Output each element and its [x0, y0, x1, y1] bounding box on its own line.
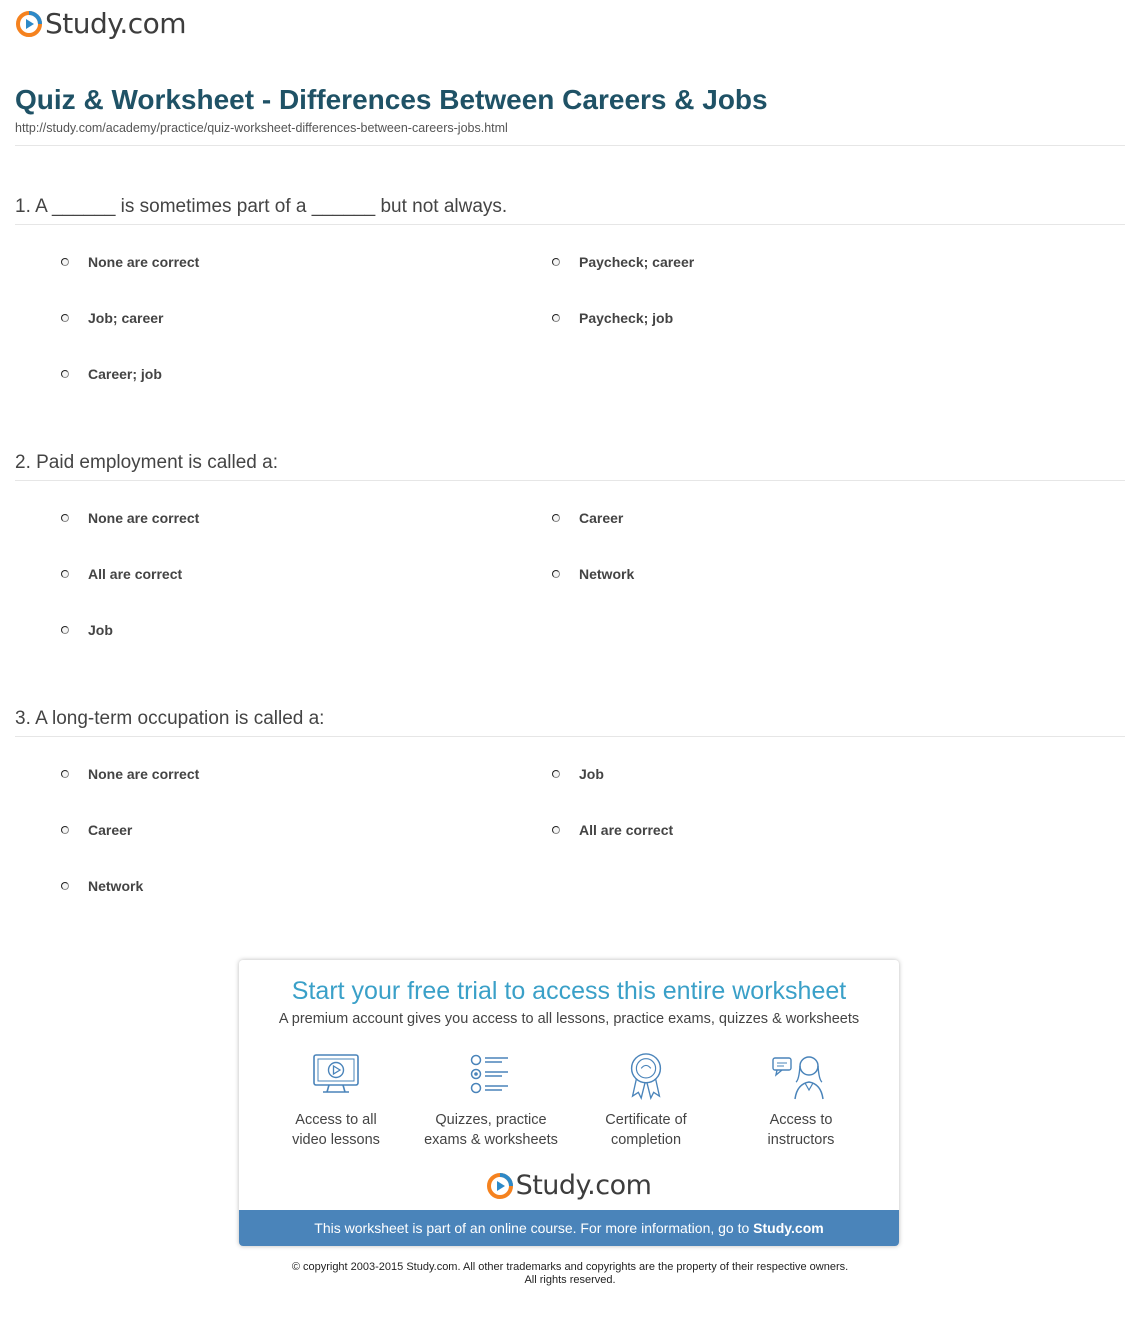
answer-label: Career [88, 822, 133, 838]
answer-options [15, 481, 1125, 651]
answer-options [15, 225, 1125, 395]
radio-button[interactable] [61, 626, 69, 634]
promo-bar-text: This worksheet is part of an online course. For more information, go to [314, 1220, 754, 1236]
page-title: Quiz & Worksheet - Differences Between Careers & Jobs [15, 84, 768, 115]
answer-option[interactable] [552, 254, 694, 270]
answer-option[interactable] [61, 366, 162, 382]
answer-option[interactable] [61, 766, 199, 782]
feature-label: Quizzes, practice exams & worksheets [424, 1112, 558, 1148]
radio-button[interactable] [552, 570, 560, 578]
promo-subtitle: A premium account gives you access to all lessons, practice exams, quizzes & worksheets [278, 1011, 860, 1027]
answer-label: Network [579, 566, 635, 582]
answer-options [15, 737, 1125, 907]
radio-button[interactable] [61, 314, 69, 322]
header-divider [15, 145, 1125, 146]
radio-button[interactable] [61, 770, 69, 778]
answer-option[interactable] [552, 510, 623, 526]
free-trial-promo [239, 960, 899, 1246]
certificate-icon [621, 1052, 671, 1100]
answer-label: Paycheck; career [579, 254, 695, 270]
video-lesson-icon [311, 1052, 361, 1100]
feature-label: Access to all video lessons [292, 1112, 380, 1148]
radio-button[interactable] [552, 314, 560, 322]
copyright-line: © copyright 2003-2015 Study.com. All other trademarks and copyrights are the property of their respective owners. [291, 1261, 849, 1273]
promo-info-bar [239, 1210, 899, 1246]
radio-button[interactable] [61, 514, 69, 522]
question-3 [15, 708, 1125, 907]
radio-button[interactable] [61, 258, 69, 266]
promo-title[interactable]: Start your free trial to access this entire worksheet [291, 977, 847, 1005]
feature-quizzes [416, 1052, 566, 1150]
answer-option[interactable] [61, 566, 182, 582]
feature-label: Access to instructors [767, 1112, 835, 1148]
question-2 [15, 452, 1125, 651]
radio-button[interactable] [552, 770, 560, 778]
answer-label: All are correct [88, 566, 183, 582]
answer-label: None are correct [88, 510, 200, 526]
answer-option[interactable] [61, 622, 113, 638]
question-text: 2. Paid employment is called a: [15, 452, 1125, 481]
page-url: http://study.com/academy/practice/quiz-worksheet-differences-between-careers-jobs.html [15, 121, 508, 135]
feature-label: Certificate of completion [605, 1112, 687, 1148]
answer-option[interactable] [61, 510, 199, 526]
answer-label: Network [88, 878, 144, 894]
quiz-list-icon [466, 1052, 516, 1100]
answer-option[interactable] [61, 822, 132, 838]
instructor-icon [771, 1052, 831, 1100]
question-text: 1. A ______ is sometimes part of a ______ but not always. [15, 196, 1125, 225]
answer-option[interactable] [552, 566, 634, 582]
question-1 [15, 196, 1125, 395]
answer-option[interactable] [552, 822, 673, 838]
answer-option[interactable] [552, 310, 673, 326]
radio-button[interactable] [552, 514, 560, 522]
feature-video-lessons [261, 1052, 411, 1150]
answer-label: None are correct [88, 766, 200, 782]
copyright-footer [0, 1261, 1140, 1287]
answer-label: None are correct [88, 254, 200, 270]
radio-button[interactable] [552, 826, 560, 834]
rights-line: All rights reserved. [524, 1274, 616, 1286]
answer-option[interactable] [61, 878, 143, 894]
answer-label: Job [579, 766, 604, 782]
study-logo-icon [487, 1173, 513, 1199]
answer-option[interactable] [61, 254, 199, 270]
answer-label: Job [88, 622, 113, 638]
answer-label: Paycheck; job [579, 310, 674, 326]
radio-button[interactable] [61, 826, 69, 834]
answer-option[interactable] [552, 766, 604, 782]
question-text: 3. A long-term occupation is called a: [15, 708, 1125, 737]
logo-text: Study.com [515, 1170, 652, 1201]
answer-label: All are correct [579, 822, 674, 838]
study-logo[interactable] [16, 7, 187, 40]
radio-button[interactable] [61, 570, 69, 578]
radio-button[interactable] [61, 882, 69, 890]
logo-text: Study.com [45, 7, 187, 40]
feature-certificate [571, 1052, 721, 1150]
promo-study-logo[interactable] [239, 1172, 899, 1200]
radio-button[interactable] [552, 258, 560, 266]
answer-option[interactable] [61, 310, 163, 326]
answer-label: Job; career [88, 310, 164, 326]
answer-label: Career; job [88, 366, 162, 382]
study-logo-icon [16, 11, 42, 37]
answer-label: Career [579, 510, 624, 526]
feature-instructors [726, 1052, 876, 1150]
study-link[interactable]: Study.com [753, 1220, 824, 1236]
radio-button[interactable] [61, 370, 69, 378]
